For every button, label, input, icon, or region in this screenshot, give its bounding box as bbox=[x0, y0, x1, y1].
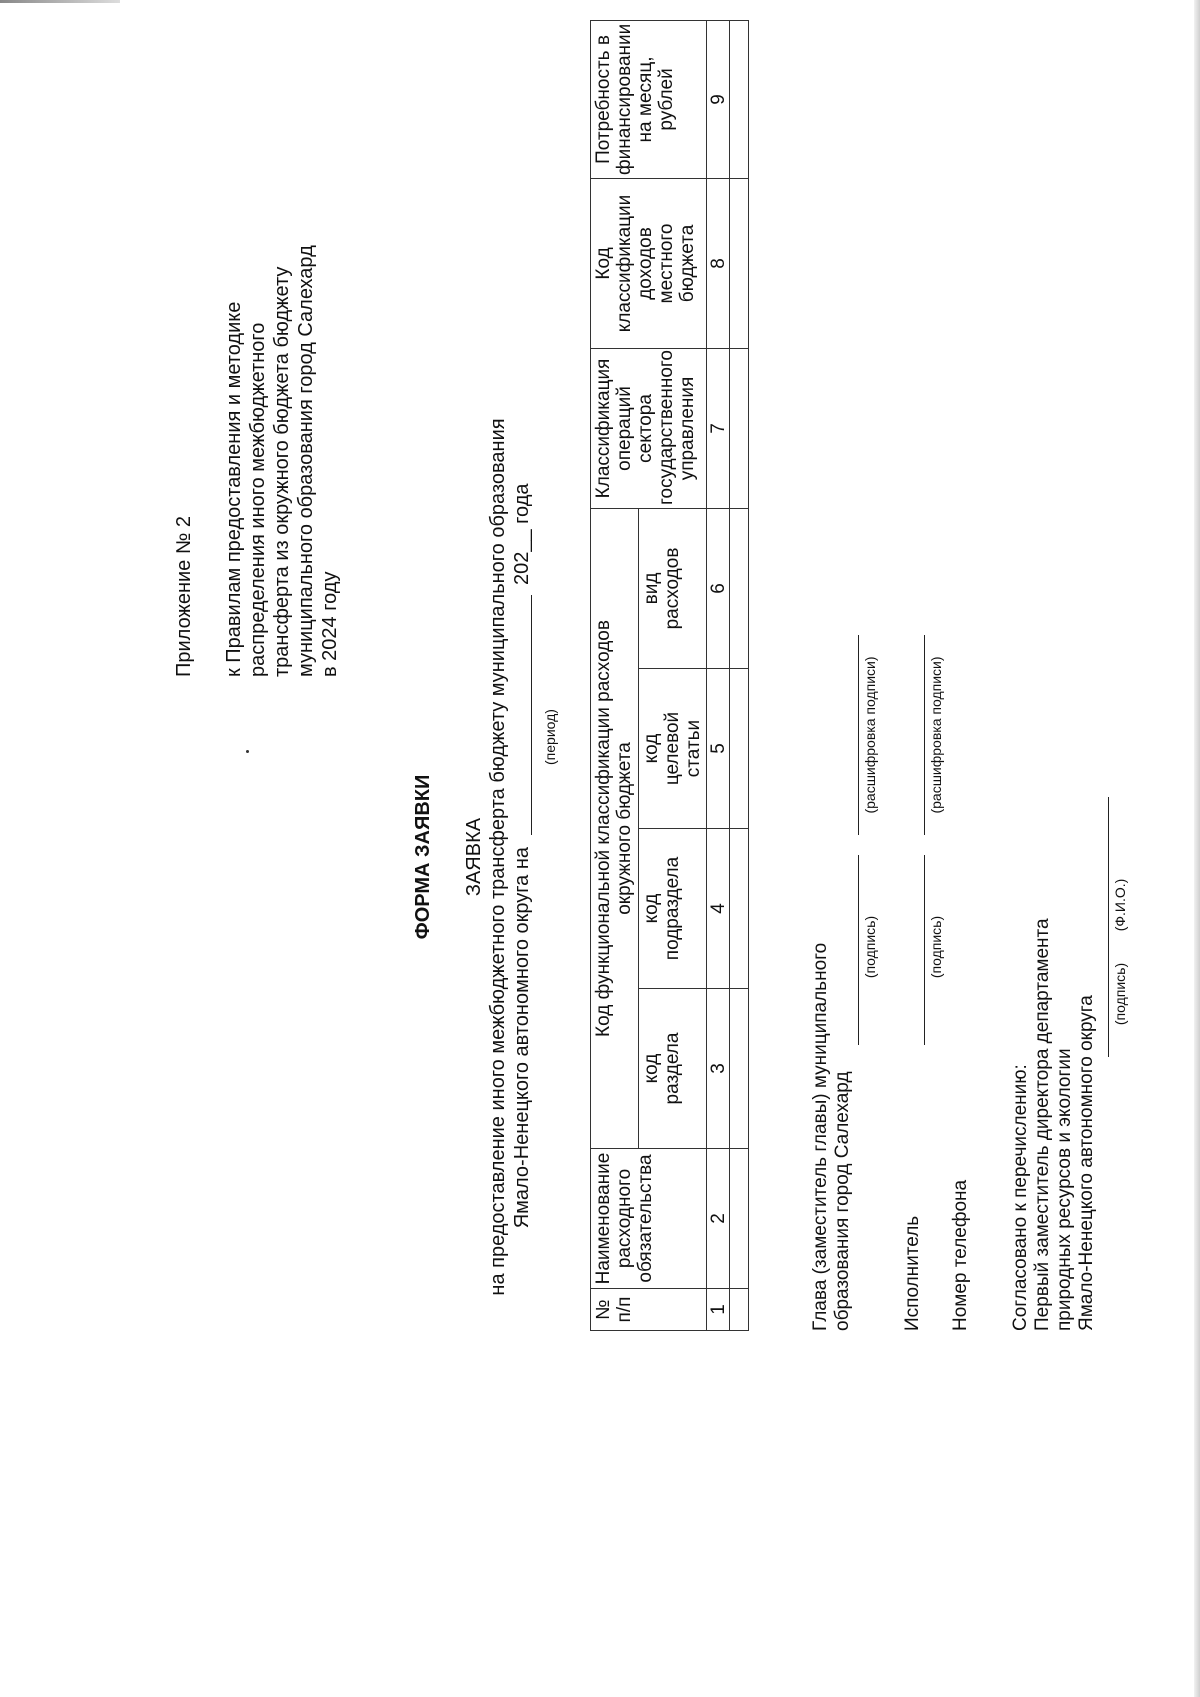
agreed-signature-line bbox=[1108, 797, 1109, 1057]
table-cell bbox=[730, 989, 749, 1149]
head-decoding-line bbox=[858, 635, 859, 835]
request-line2-start: Ямало-Ненецкого автономного округа на bbox=[511, 847, 533, 1229]
header-revenue-code: Код классификации доходов местного бюджета bbox=[591, 178, 707, 348]
header-subsection-code: код подраздела bbox=[639, 829, 707, 989]
executor-decoding-line bbox=[924, 635, 925, 835]
table-cell bbox=[730, 508, 749, 668]
table-cell bbox=[730, 178, 749, 348]
form-title: ФОРМА ЗАЯВКИ bbox=[412, 774, 434, 940]
header-expense-type: вид расходов bbox=[639, 508, 707, 668]
table-number-row bbox=[707, 20, 730, 1330]
head-signature-caption: (подпись) bbox=[862, 915, 878, 979]
header-operations-classification: Классификация операций сектора государственного управления bbox=[591, 348, 707, 508]
request-heading: ЗАЯВКА bbox=[463, 817, 485, 897]
table-cell: 3 bbox=[707, 989, 730, 1149]
table-cell: 8 bbox=[707, 178, 730, 348]
header-number: № п/п bbox=[591, 1289, 707, 1331]
executor-signature-line bbox=[924, 855, 925, 1045]
table-cell bbox=[730, 20, 749, 178]
agreed-fio-caption: (Ф.И.О.) bbox=[1112, 878, 1128, 932]
header-obligation-name: Наименование расходного обязательства bbox=[591, 1149, 707, 1289]
period-caption: (период) bbox=[542, 709, 558, 765]
executor-signature-caption: (подпись) bbox=[928, 915, 944, 979]
head-title: Глава (заместитель главы) муниципального образования город Салехард bbox=[810, 942, 853, 1331]
period-underline bbox=[531, 595, 532, 835]
executor-decoding-caption: (расшифровка подписи) bbox=[928, 656, 944, 814]
table-cell: 5 bbox=[707, 669, 730, 829]
table-cell: 2 bbox=[707, 1149, 730, 1289]
appendix-text: к Правилам предоставления и методике распределения иного межбюджетного трансферта из окружного бюджета бюджету муниципального образования город Салехард в 2024 году bbox=[223, 245, 341, 677]
table-blank-row bbox=[730, 20, 749, 1330]
table-cell: 7 bbox=[707, 348, 730, 508]
table-cell: 1 bbox=[707, 1289, 730, 1331]
table-cell bbox=[730, 1149, 749, 1289]
table-cell bbox=[730, 669, 749, 829]
head-signature-line bbox=[858, 855, 859, 1045]
table-header-row-1 bbox=[591, 20, 639, 1330]
table-cell bbox=[730, 1289, 749, 1331]
table-cell bbox=[730, 829, 749, 989]
header-target-article-code: код целевой статьи bbox=[639, 669, 707, 829]
table-cell bbox=[730, 348, 749, 508]
executor-label: Исполнитель bbox=[902, 1215, 923, 1331]
request-year: 202__ года bbox=[511, 483, 533, 585]
phone-label: Номер телефона bbox=[950, 1179, 971, 1331]
request-table bbox=[590, 20, 749, 1331]
head-decoding-caption: (расшифровка подписи) bbox=[862, 656, 878, 814]
table-cell: 9 bbox=[707, 20, 730, 178]
appendix-number: Приложение № 2 bbox=[173, 516, 195, 677]
agreed-block: Согласовано к перечислению: Первый заместитель директора департамента природных ресурсов и экологии Ямало-Ненецкого автономного округа bbox=[1010, 918, 1097, 1331]
header-function-code-group: Код функциональной классификации расходов окружного бюджета bbox=[591, 508, 639, 1148]
table-cell: 4 bbox=[707, 829, 730, 989]
request-line1: на предоставление иного межбюджетного трансферта бюджету муниципального образования bbox=[487, 418, 509, 1296]
agreed-signature-caption: (подпись) bbox=[1112, 962, 1128, 1026]
table-cell: 6 bbox=[707, 508, 730, 668]
header-section-code: код раздела bbox=[639, 989, 707, 1149]
header-monthly-need: Потребность в финансировании на месяц, рублей bbox=[591, 20, 707, 178]
